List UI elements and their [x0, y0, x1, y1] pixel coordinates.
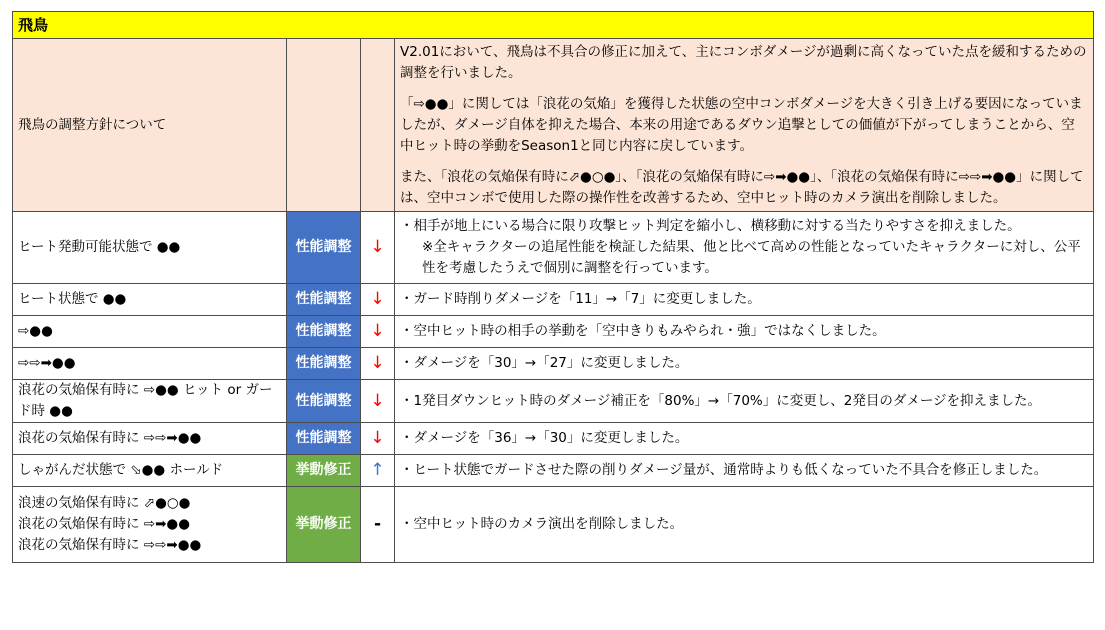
change-row: [13, 380, 1094, 423]
character-title: 飛鳥: [13, 12, 1094, 39]
move-cell: [13, 316, 287, 348]
arrow-down-icon: ↓: [361, 423, 395, 455]
detail-cell: [395, 487, 1094, 563]
change-row: [13, 487, 1094, 563]
title-row: [13, 12, 1094, 39]
category-badge: 性能調整: [287, 380, 361, 423]
move-cell: [13, 423, 287, 455]
policy-paragraph: 「⇨●●」に関しては「浪花の気焔」を獲得した状態の空中コンボダメージを大きく引き上げる要因になっていましたが、ダメージ自体を抑えた場合、本来の用途であるダウン追撃としての価値が下がってしまうことから、空中ヒット時の挙動をSeason1と同じ内容に戻しています。: [400, 96, 1083, 154]
policy-row: [13, 39, 1094, 212]
detail-cell: [395, 423, 1094, 455]
policy-text: [395, 39, 1094, 212]
detail-cell: [395, 380, 1094, 423]
move-command: 浪花の気焔保有時に ⇨●● ヒット or ガード時 ●●: [18, 382, 273, 419]
move-cell: [13, 455, 287, 487]
detail-cell: [395, 284, 1094, 316]
move-command: 浪花の気焔保有時に ⇨➡●●: [18, 516, 190, 532]
move-command: 浪花の気焔保有時に ⇨⇨➡●●: [18, 430, 202, 446]
change-row: [13, 423, 1094, 455]
detail-line: ・ヒート状態でガードさせた際の削りダメージ量が、通常時よりも低くなっていた不具合を修正しました。: [400, 462, 1048, 478]
detail-cell: [395, 316, 1094, 348]
detail-line: ・ガード時削りダメージを「11」→「7」に変更しました。: [400, 291, 761, 307]
move-command: ヒート発動可能状態で ●●: [18, 239, 181, 255]
category-badge: 性能調整: [287, 348, 361, 380]
move-cell: [13, 348, 287, 380]
detail-line: ※全キャラクターの追尾性能を検証した結果、他と比べて高めの性能となっていたキャラクターに対し、公平性を考慮したうえで個別に調整を行っています。: [422, 239, 1081, 276]
detail-line: ・空中ヒット時の相手の挙動を「空中きりもみやられ・強」ではなくしました。: [400, 323, 886, 339]
detail-line: ・ダメージを「30」→「27」に変更しました。: [400, 355, 689, 371]
detail-cell: [395, 455, 1094, 487]
move-cell: [13, 487, 287, 563]
move-cell: [13, 212, 287, 284]
policy-paragraph: また、「浪花の気焔保有時に⬀●○●」、「浪花の気焔保有時に⇨➡●●」、「浪花の気焔保有時に⇨⇨➡●●」に関しては、空中コンボで使用した際の操作性を改善するため、空中ヒット時のカメラ演出を削除しました。: [400, 169, 1084, 206]
category-badge: 性能調整: [287, 212, 361, 284]
policy-label: 飛鳥の調整方針について: [13, 39, 287, 212]
category-badge: 性能調整: [287, 316, 361, 348]
policy-empty-cell: [287, 39, 361, 212]
patch-notes-table: [12, 11, 1094, 563]
move-command: ヒート状態で ●●: [18, 291, 127, 307]
category-badge: 性能調整: [287, 284, 361, 316]
change-row: [13, 316, 1094, 348]
category-badge: 性能調整: [287, 423, 361, 455]
move-command: 浪花の気焔保有時に ⇨⇨➡●●: [18, 537, 202, 553]
arrow-up-icon: ↑: [361, 455, 395, 487]
detail-line: ・相手が地上にいる場合に限り攻撃ヒット判定を縮小し、横移動に対する当たりやすさを抑えました。: [400, 218, 1021, 234]
detail-line: ・1発目ダウンヒット時のダメージ補正を「80%」→「70%」に変更し、2発目のダメージを抑えました。: [400, 392, 1042, 409]
move-command: ⇨⇨➡●●: [18, 355, 76, 371]
arrow-down-icon: ↓: [361, 380, 395, 423]
detail-line: ・空中ヒット時のカメラ演出を削除しました。: [400, 516, 684, 532]
detail-cell: [395, 348, 1094, 380]
arrow-down-icon: ↓: [361, 348, 395, 380]
move-command: 浪速の気焔保有時に ⬀●○●: [18, 495, 191, 511]
arrow-down-icon: ↓: [361, 284, 395, 316]
category-badge: 挙動修正: [287, 487, 361, 563]
patch-notes-body: [13, 12, 1094, 563]
arrow-down-icon: ↓: [361, 212, 395, 284]
detail-line: ・ダメージを「36」→「30」に変更しました。: [400, 430, 689, 446]
change-row: [13, 455, 1094, 487]
arrow-down-icon: ↓: [361, 316, 395, 348]
detail-cell: [395, 212, 1094, 284]
policy-empty-cell: [361, 39, 395, 212]
change-row: [13, 348, 1094, 380]
dash-icon: -: [361, 487, 395, 563]
move-command: しゃがんだ状態で ⬂●● ホールド: [18, 462, 224, 478]
change-row: [13, 212, 1094, 284]
move-cell: [13, 284, 287, 316]
move-command: ⇨●●: [18, 323, 53, 339]
change-row: [13, 284, 1094, 316]
policy-paragraph: V2.01において、飛鳥は不具合の修正に加えて、主にコンボダメージが過剰に高くなっていた点を緩和するための調整を行いました。: [400, 44, 1087, 81]
category-badge: 挙動修正: [287, 455, 361, 487]
move-cell: [13, 380, 287, 423]
